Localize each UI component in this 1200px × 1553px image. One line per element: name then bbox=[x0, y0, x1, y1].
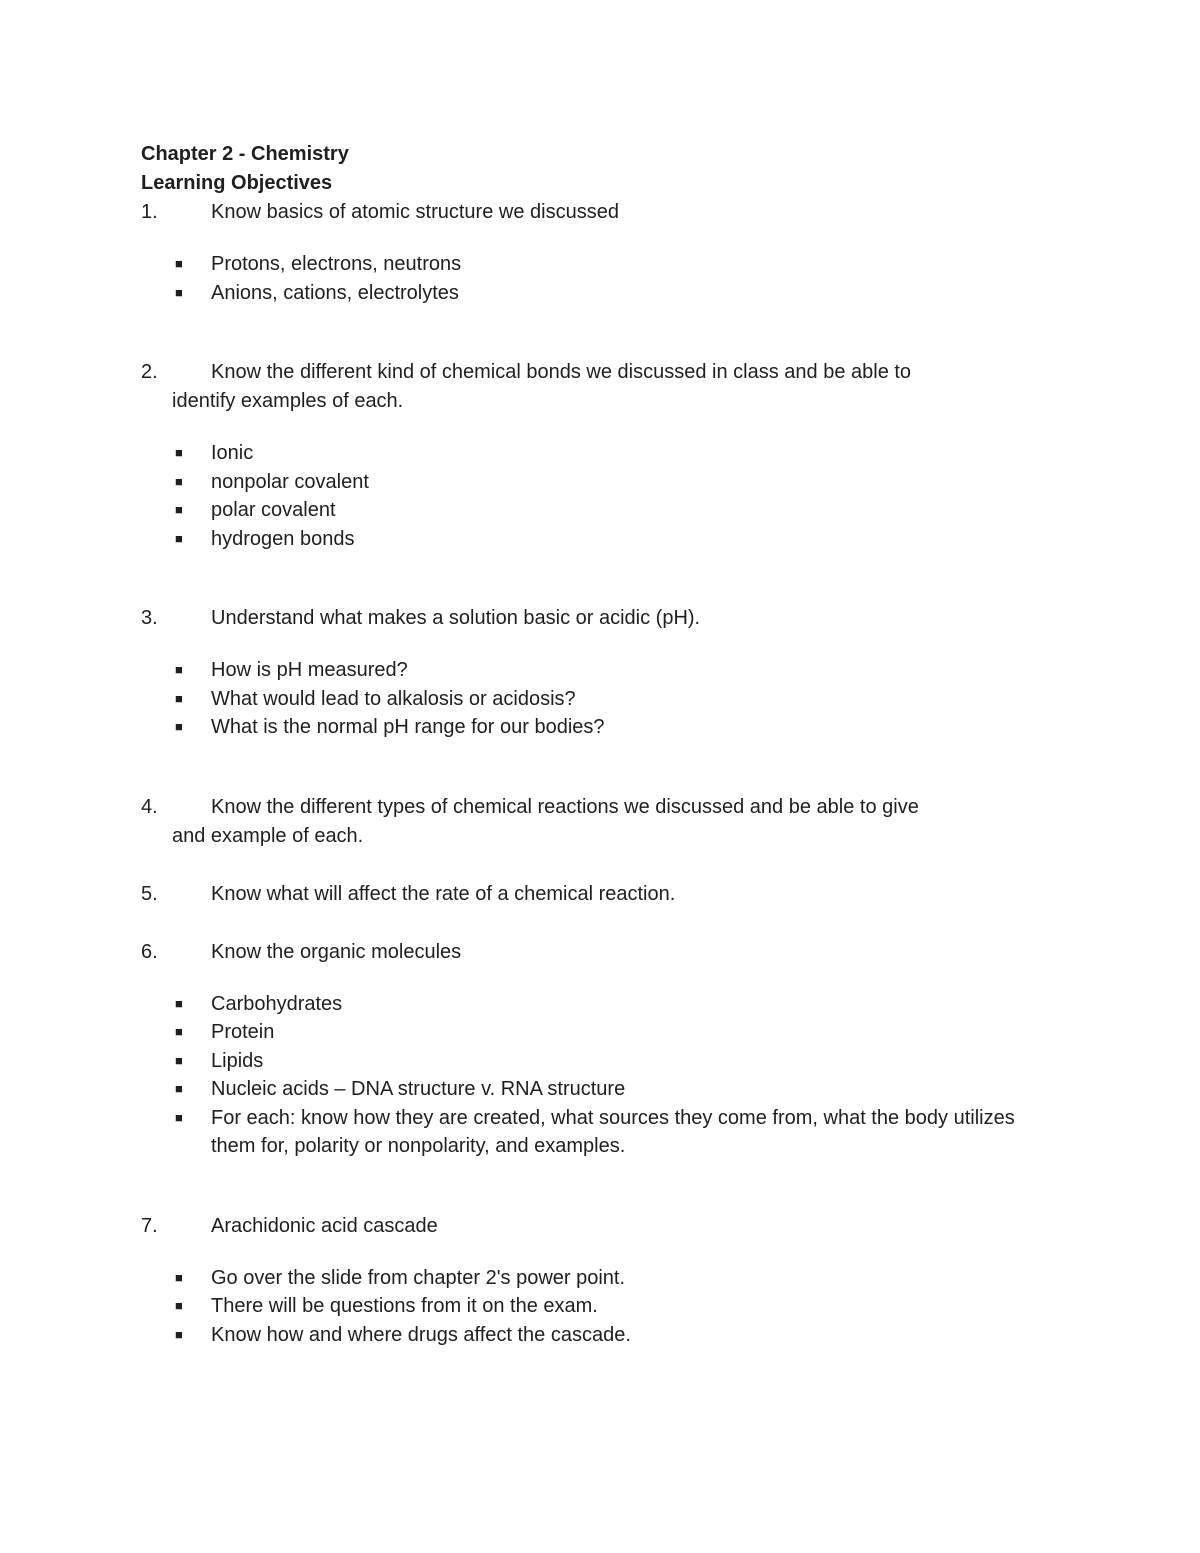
objective-text: Know the different kind of chemical bonds we discussed in class and be able to identify examples of each. bbox=[172, 361, 912, 412]
bullet-text: polar covalent bbox=[211, 499, 336, 521]
square-bullet-icon: ■ bbox=[175, 284, 183, 300]
objective-text: Know what will affect the rate of a chemical reaction. bbox=[211, 882, 676, 905]
objective-item bbox=[0, 198, 1200, 307]
square-bullet-icon: ■ bbox=[175, 502, 183, 517]
bullet-item bbox=[0, 1104, 1031, 1161]
bullet-text: Know how and where drugs affect the cascade. bbox=[211, 1323, 631, 1346]
bullet-item bbox=[0, 1292, 1031, 1321]
bullet-list bbox=[0, 990, 1200, 1161]
square-bullet-icon: ■ bbox=[175, 1109, 183, 1125]
bullet-text: Lipids bbox=[211, 1049, 264, 1072]
bullet-text: Ionic bbox=[211, 442, 254, 464]
bullet-text: Protons, electrons, neutrons bbox=[211, 253, 462, 275]
bullet-text: Go over the slide from chapter 2's power point. bbox=[211, 1266, 626, 1289]
square-bullet-icon: ■ bbox=[175, 1052, 183, 1068]
square-bullet-icon: ■ bbox=[175, 530, 183, 546]
bullet-list bbox=[0, 1264, 1200, 1350]
objective-row bbox=[0, 198, 930, 227]
bullet-text: There will be questions from it on the exam. bbox=[211, 1295, 598, 1317]
bullet-item bbox=[0, 468, 1031, 497]
bullet-item bbox=[0, 713, 1031, 742]
objective-text: Know the organic molecules bbox=[211, 940, 462, 963]
square-bullet-icon: ■ bbox=[175, 1269, 183, 1285]
bullet-text: nonpolar covalent bbox=[211, 470, 369, 493]
objective-item bbox=[0, 880, 1200, 909]
square-bullet-icon: ■ bbox=[175, 690, 183, 706]
document-subtitle: Learning Objectives bbox=[141, 172, 333, 194]
objective-item bbox=[0, 793, 1200, 851]
square-bullet-icon: ■ bbox=[175, 256, 183, 271]
bullet-list bbox=[0, 656, 1200, 742]
objective-number: 1. bbox=[141, 201, 158, 223]
square-bullet-icon: ■ bbox=[175, 719, 183, 734]
objective-number: 6. bbox=[141, 940, 158, 963]
objective-number: 3. bbox=[141, 607, 158, 629]
bullet-item bbox=[0, 1321, 1031, 1350]
bullet-text: How is pH measured? bbox=[211, 659, 408, 681]
document-title: Chapter 2 - Chemistry bbox=[141, 143, 349, 165]
bullet-item bbox=[0, 685, 1031, 714]
bullet-text: What is the normal pH range for our bodies? bbox=[211, 716, 605, 738]
objective-text: Arachidonic acid cascade bbox=[211, 1214, 438, 1237]
bullet-item bbox=[0, 525, 1031, 554]
objective-row bbox=[0, 358, 930, 416]
objective-row bbox=[0, 604, 930, 633]
objective-number: 2. bbox=[141, 361, 158, 383]
bullet-item bbox=[0, 1018, 1031, 1047]
square-bullet-icon: ■ bbox=[175, 473, 183, 489]
objective-item bbox=[0, 1212, 1200, 1350]
objective-item bbox=[0, 358, 1200, 553]
bullet-text: Nucleic acids – DNA structure v. RNA structure bbox=[211, 1078, 626, 1100]
square-bullet-icon: ■ bbox=[175, 995, 183, 1011]
bullet-text: Carbohydrates bbox=[211, 992, 343, 1015]
bullet-item bbox=[0, 250, 1031, 279]
objective-item bbox=[0, 938, 1200, 1161]
objective-text: Know basics of atomic structure we discussed bbox=[211, 201, 619, 223]
square-bullet-icon: ■ bbox=[175, 1326, 183, 1342]
bullet-text: hydrogen bonds bbox=[211, 527, 355, 550]
bullet-text: Protein bbox=[211, 1021, 275, 1043]
bullet-text: Anions, cations, electrolytes bbox=[211, 281, 459, 304]
objective-number: 4. bbox=[141, 795, 158, 818]
bullet-item bbox=[0, 990, 1031, 1019]
objectives-list bbox=[0, 198, 1200, 1349]
objective-row bbox=[0, 880, 930, 909]
objective-item bbox=[0, 604, 1200, 742]
square-bullet-icon: ■ bbox=[175, 1298, 183, 1313]
objective-row bbox=[0, 793, 930, 851]
bullet-item bbox=[0, 1075, 1031, 1104]
bullet-text: For each: know how they are created, what sources they come from, what the body utilizes them for, polarity or nonpolarity, and examples. bbox=[211, 1106, 1015, 1157]
bullet-item bbox=[0, 279, 1031, 308]
bullet-item bbox=[0, 439, 1031, 468]
bullet-list bbox=[0, 250, 1200, 307]
square-bullet-icon: ■ bbox=[175, 1081, 183, 1096]
bullet-item bbox=[0, 496, 1031, 525]
objective-text: Know the different types of chemical reactions we discussed and be able to give and example of each. bbox=[172, 795, 919, 847]
objective-text: Understand what makes a solution basic or acidic (pH). bbox=[211, 607, 701, 629]
bullet-list bbox=[0, 439, 1200, 553]
objective-row bbox=[0, 938, 930, 967]
objective-number: 7. bbox=[141, 1214, 158, 1237]
square-bullet-icon: ■ bbox=[175, 662, 183, 677]
square-bullet-icon: ■ bbox=[175, 445, 183, 460]
objective-number: 5. bbox=[141, 882, 158, 905]
square-bullet-icon: ■ bbox=[175, 1024, 183, 1039]
bullet-item bbox=[0, 1264, 1031, 1293]
objective-row bbox=[0, 1212, 930, 1241]
bullet-text: What would lead to alkalosis or acidosis? bbox=[211, 687, 576, 710]
bullet-item bbox=[0, 656, 1031, 685]
bullet-item bbox=[0, 1047, 1031, 1076]
